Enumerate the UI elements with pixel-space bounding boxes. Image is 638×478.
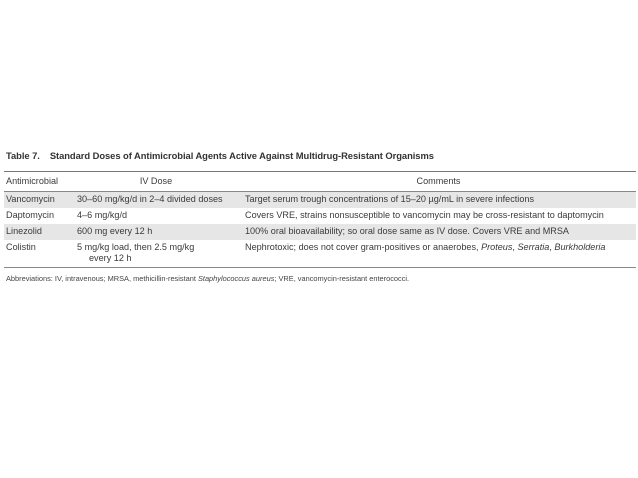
column-header-comments: Comments — [416, 176, 461, 186]
table-caption-title: Standard Doses of Antimicrobial Agents Active Against Multidrug-Resistant Organisms — [49, 150, 434, 161]
footnote-suffix: ; VRE, vancomycin-resistant enterococci. — [274, 274, 410, 283]
cell-antimicrobial: Linezolid — [4, 224, 71, 240]
table-row — [4, 208, 636, 224]
organism-name-serratia: Serratia — [517, 242, 550, 252]
column-header-iv-dose: IV Dose — [139, 176, 173, 186]
table-header — [4, 172, 636, 192]
drug-dose-table-block — [4, 150, 636, 283]
table-body — [4, 192, 636, 268]
cell-dose: 30–60 mg/kg/d in 2–4 divided doses — [71, 192, 241, 209]
cell-dose: 4–6 mg/kg/d — [77, 210, 128, 220]
antimicrobial-dose-table — [4, 171, 636, 268]
table-footnote — [6, 274, 636, 283]
table-caption-label: Table 7. — [6, 150, 40, 161]
organism-name-burkholderia: Burkholderia — [554, 242, 606, 252]
footnote-prefix: Abbreviations: IV, intravenous; MRSA, methicillin-resistant — [6, 274, 198, 283]
cell-antimicrobial: Colistin — [6, 242, 36, 252]
table-row — [4, 240, 636, 268]
footnote-organism-name: Staphylococcus aureus — [197, 274, 275, 283]
organism-name-proteus: Proteus — [481, 242, 513, 252]
cell-comment: 100% oral bioavailability; so oral dose same as IV dose. Covers VRE and MRSA — [241, 224, 636, 240]
column-header-antimicrobial: Antimicrobial — [6, 176, 59, 186]
comment-separator: , — [512, 242, 518, 252]
comment-text: Nephrotoxic; does not cover gram-positives or anaerobes, — [245, 242, 482, 252]
cell-antimicrobial: Vancomycin — [4, 192, 71, 209]
cell-antimicrobial: Daptomycin — [6, 210, 55, 220]
table-header-row — [4, 172, 636, 192]
cell-dose-line-1: 5 mg/kg load, then 2.5 mg/kg — [77, 242, 195, 252]
cell-comment — [241, 240, 636, 268]
table-row — [4, 224, 636, 240]
comment-separator: , — [549, 242, 555, 252]
table-row — [4, 192, 636, 209]
table-caption — [6, 150, 636, 161]
cell-dose: 600 mg every 12 h — [71, 224, 241, 240]
cell-dose — [71, 240, 241, 268]
cell-dose-line-2: every 12 h — [89, 253, 132, 263]
cell-comment: Target serum trough concentrations of 15–20 µg/mL in severe infections — [241, 192, 636, 209]
cell-comment: Covers VRE, strains nonsusceptible to vancomycin may be cross-resistant to daptomycin — [245, 210, 604, 220]
